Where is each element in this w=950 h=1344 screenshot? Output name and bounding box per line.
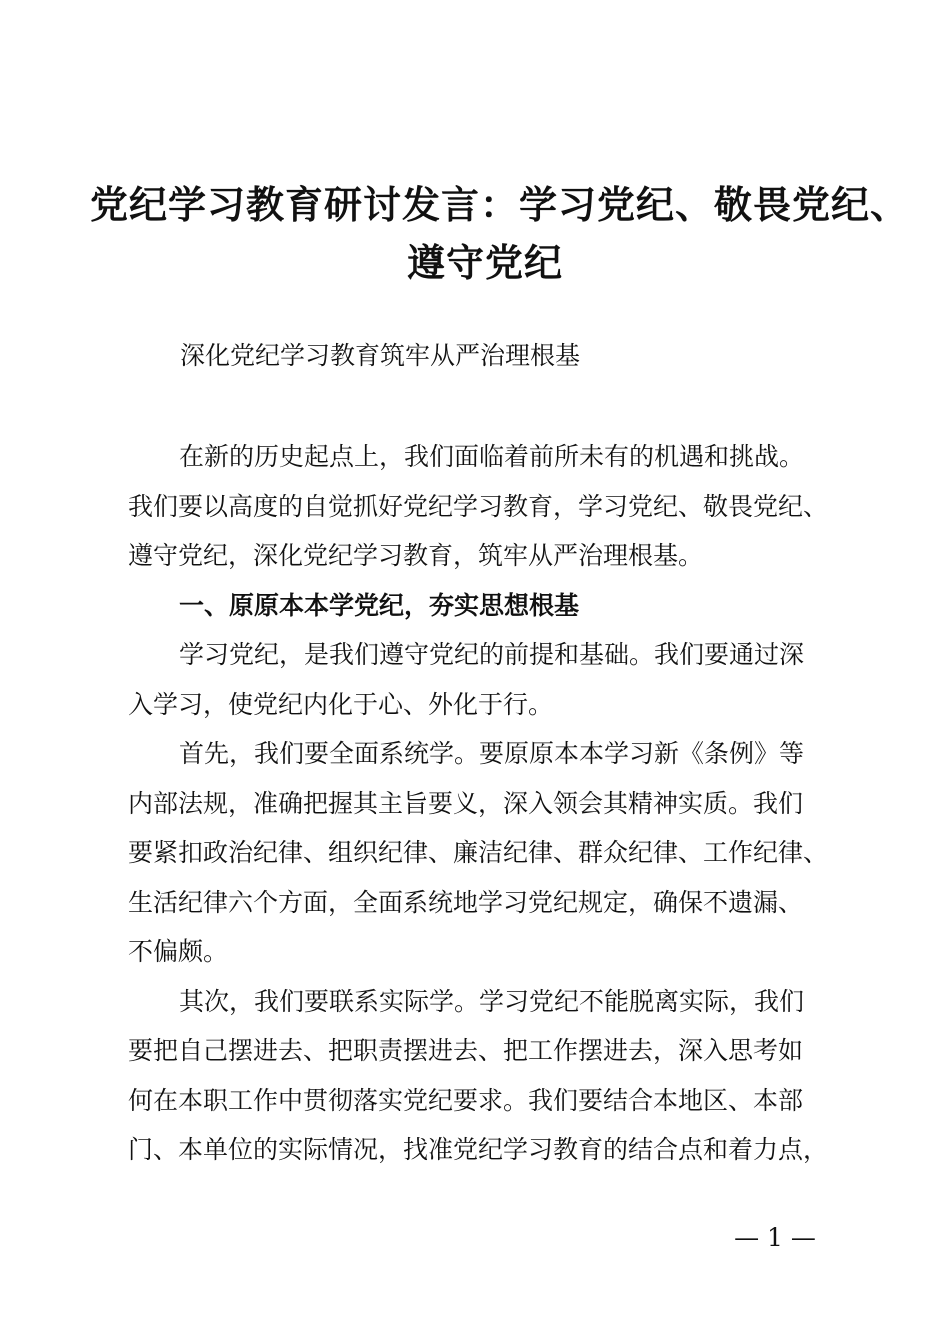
paragraph-1-line-3: 遵守党纪，深化党纪学习教育，筑牢从严治理根基。 [128,541,704,570]
paragraph-4-line-2: 要把自己摆进去、把职责摆进去、把工作摆进去，深入思考如 [128,1036,804,1065]
document-body [128,432,848,1175]
paragraph-4-line-1: 其次，我们要联系实际学。学习党纪不能脱离实际，我们 [179,986,805,1016]
document-subtitle: 深化党纪学习教育筑牢从严治理根基 [180,341,581,370]
paragraph-3-line-1: 首先，我们要全面系统学。要原原本本学习新《条例》等 [179,739,805,768]
paragraph-2-line-2: 入学习，使党纪内化于心、外化于行。 [128,689,554,719]
document-title [90,176,910,292]
paragraph-1-line-1: 在新的历史起点上，我们面临着前所未有的机遇和挑战。 [179,442,805,471]
paragraph-2-line-1: 学习党纪，是我们遵守党纪的前提和基础。我们要通过深 [179,640,805,669]
paragraph-4-line-3: 何在本职工作中贯彻落实党纪要求。我们要结合本地区、本部 [128,1085,804,1115]
paragraph-3-line-3: 要紧扣政治纪律、组织纪律、廉洁纪律、群众纪律、工作纪律、 [128,838,829,867]
paragraph-1-line-2: 我们要以高度的自觉抓好党纪学习教育，学习党纪、敬畏党纪、 [128,491,829,521]
paragraph-3-line-2: 内部法规，准确把握其主旨要义，深入领会其精神实质。我们 [128,788,804,818]
paragraph-3-line-4: 生活纪律六个方面，全面系统地学习党纪规定，确保不遗漏、 [128,887,804,917]
title-line-1: 党纪学习教育研讨发言：学习党纪、敬畏党纪、 [90,182,910,227]
title-line-2: 遵守党纪 [406,240,563,285]
page-number: — 1 — [734,1223,816,1252]
paragraph-3-line-5: 不偏颇。 [128,937,229,966]
paragraph-4-line-4: 门、本单位的实际情况，找准党纪学习教育的结合点和着力点， [128,1135,829,1164]
section-heading-1: 一、原原本本学党纪，夯实思想根基 [179,590,580,620]
